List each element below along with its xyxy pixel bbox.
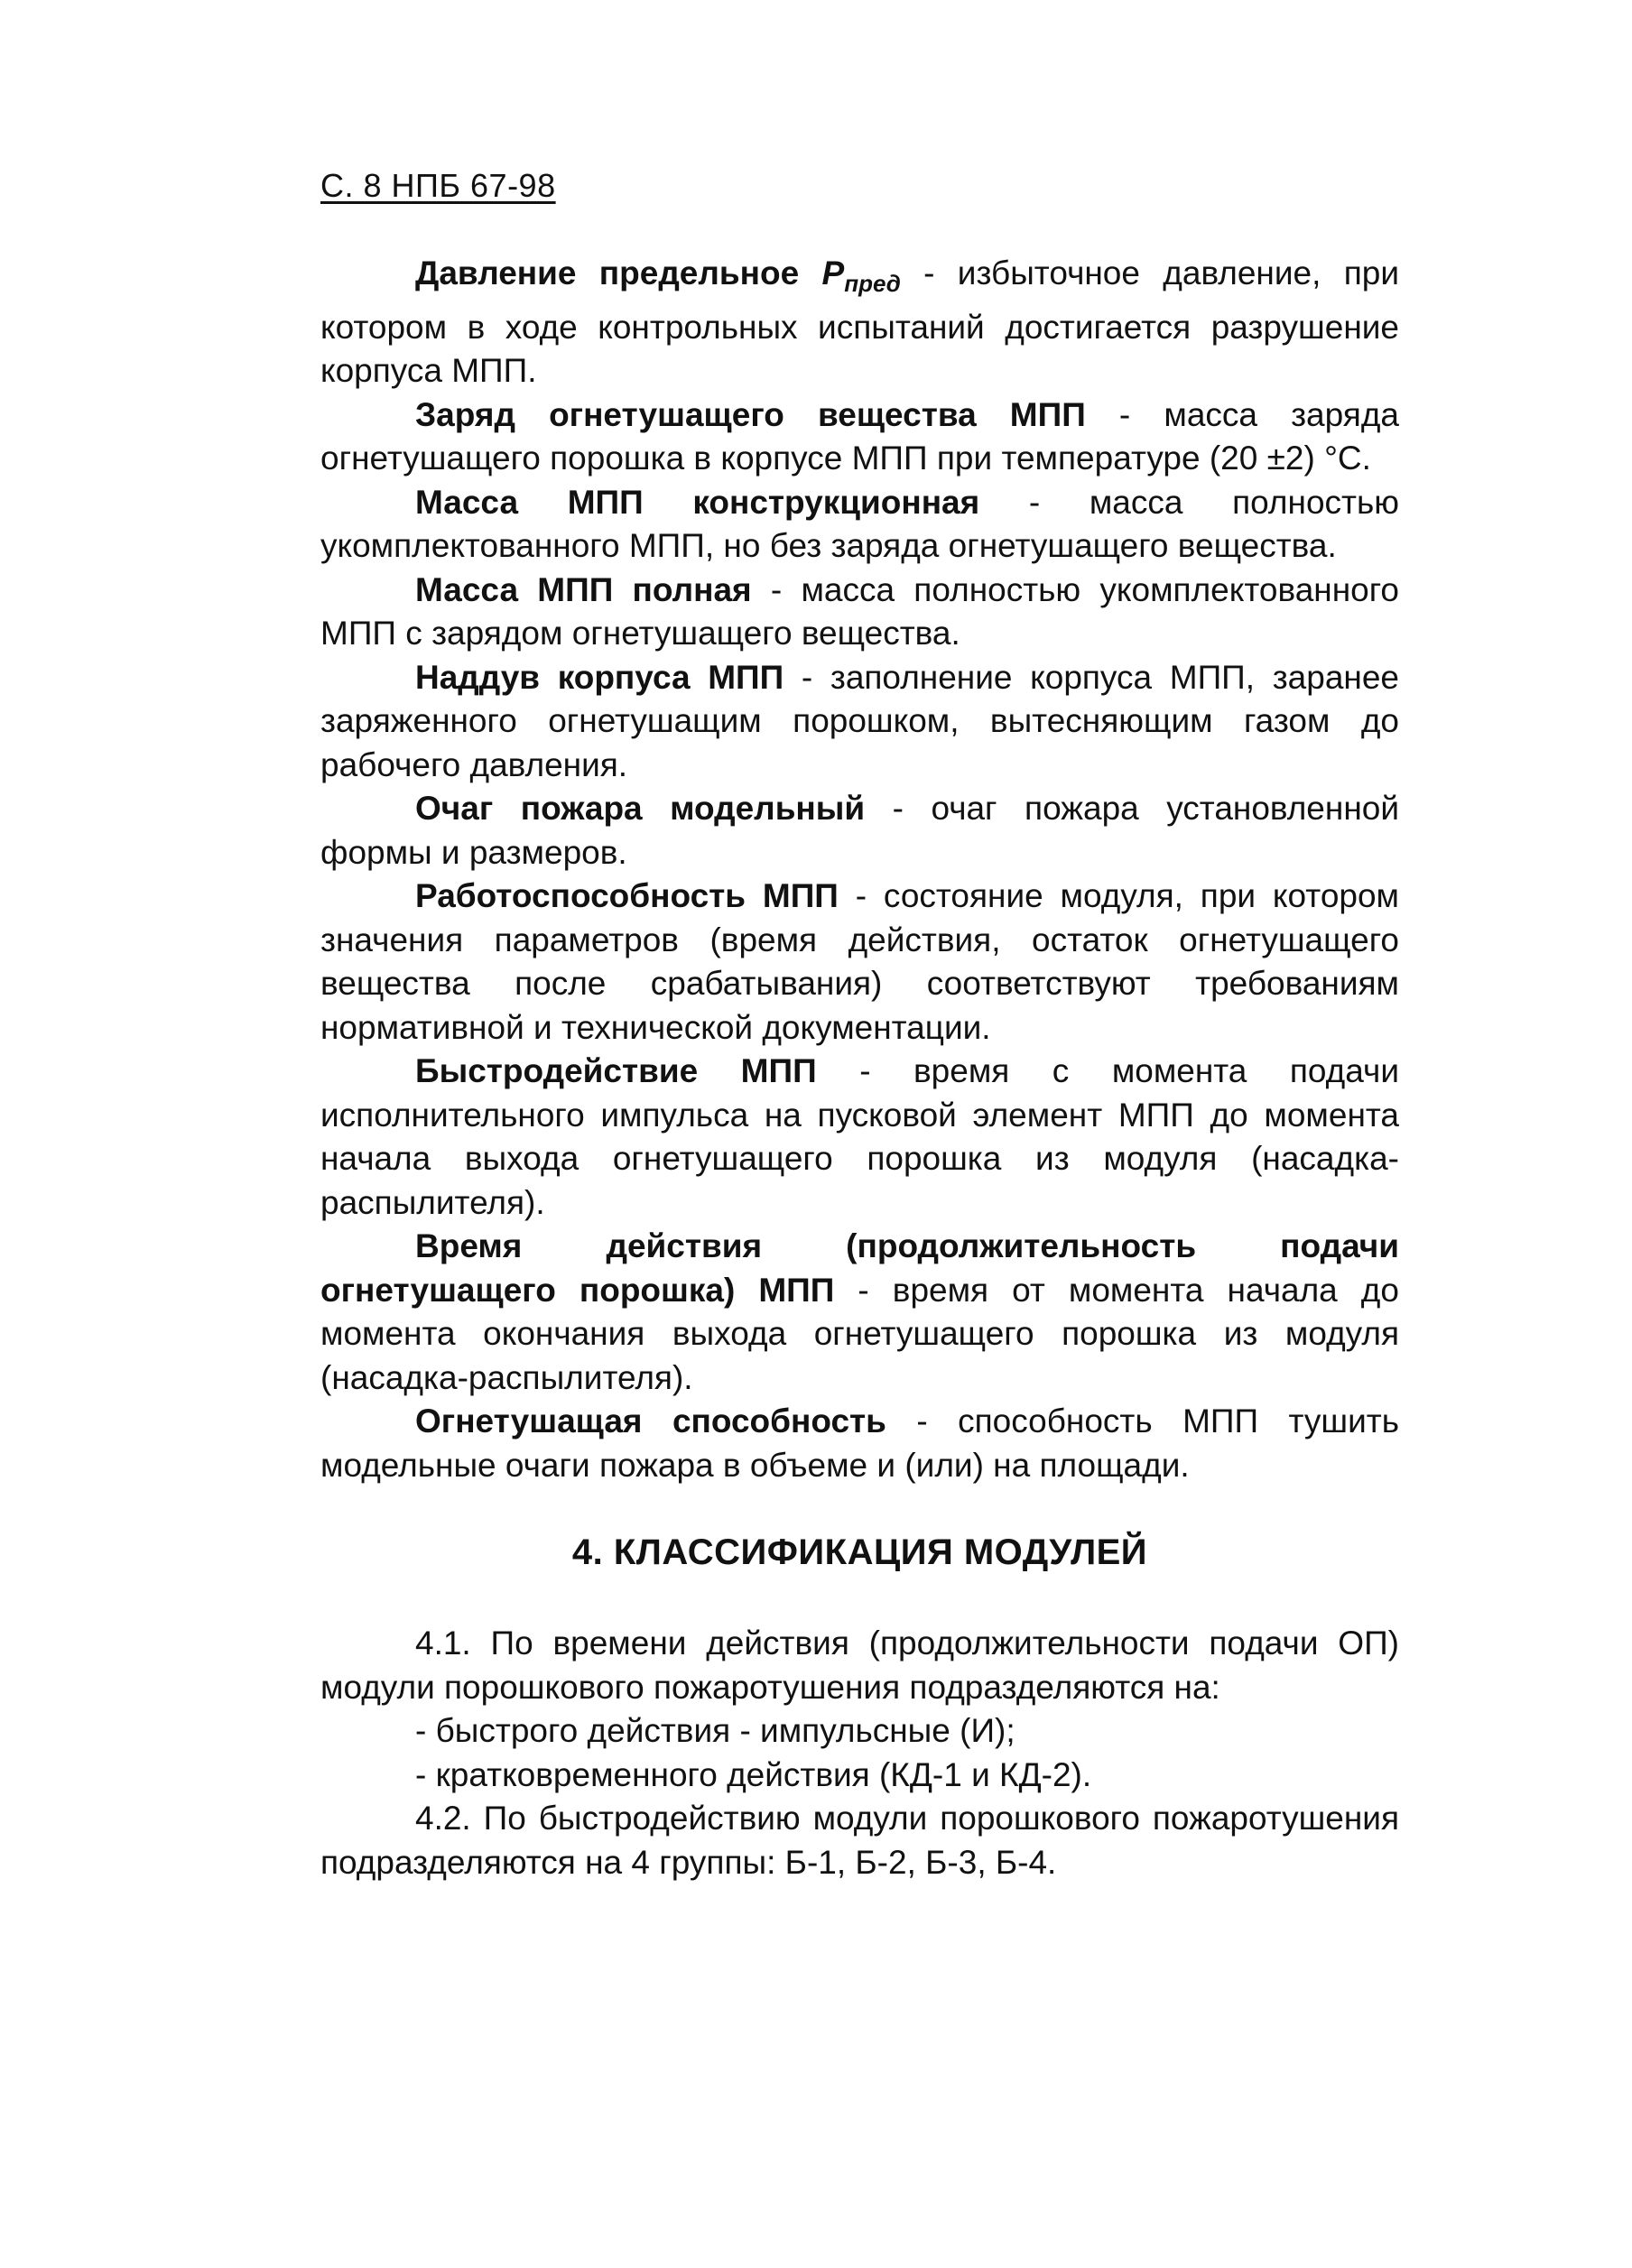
definition-text: - избыточное давление, при котором в ходе контрольных испытаний достигается разрушение корпуса МПП. bbox=[320, 255, 1400, 389]
definition-item bbox=[320, 875, 1399, 1050]
page-header: С. 8 НПБ 67-98 bbox=[320, 167, 556, 204]
pressure-symbol: P bbox=[821, 255, 845, 292]
list-item: - быстрого действия - импульсные (И); bbox=[415, 1712, 1015, 1749]
definition-term: Быстродействие МПП bbox=[415, 1052, 817, 1089]
definition-item bbox=[320, 1225, 1399, 1400]
definition-text: - масса заряда огнетушащего порошка в корпусе МПП при температуре (20 ±2) °С. bbox=[320, 395, 1399, 477]
definition-text: - способность МПП тушить модельные очаги пожара в объеме и (или) на площади. bbox=[320, 1402, 1399, 1484]
definition-term: Наддув корпуса МПП bbox=[415, 658, 784, 696]
clause-4-2: 4.2. По быстродействию модули порошкового пожаротушения подразделяются на 4 группы: Б-1, Б-2, Б-3, Б-4. bbox=[320, 1800, 1399, 1881]
clause-4-1: 4.1. По времени действия (продолжительности подачи ОП) модули порошкового пожаротушения подразделяются на: bbox=[320, 1625, 1399, 1706]
definition-item bbox=[320, 569, 1399, 656]
definition-term: Огнетушащая способность bbox=[415, 1402, 886, 1439]
definition-term: Очаг пожара модельный bbox=[415, 790, 866, 827]
section-title: 4. КЛАССИФИКАЦИЯ МОДУЛЕЙ bbox=[571, 1532, 1148, 1572]
definition-term: Время действия (продолжительность подачи огнетушащего порошка) МПП bbox=[320, 1227, 1399, 1309]
document-page bbox=[320, 167, 1399, 1884]
definition-item bbox=[320, 393, 1399, 481]
definition-text: - заполнение корпуса МПП, заранее заряженного огнетушащим порошком, вытесняющим газом до рабочего давления. bbox=[320, 658, 1399, 783]
definition-text: - очаг пожара установленной формы и размеров. bbox=[320, 790, 1400, 871]
definition-item bbox=[320, 481, 1399, 569]
definition-item bbox=[320, 252, 1399, 393]
definition-term: Масса МПП полная bbox=[415, 570, 752, 608]
definitions-list bbox=[320, 252, 1399, 1487]
definition-item bbox=[320, 1050, 1399, 1225]
list-item: - кратковременного действия (КД-1 и КД-2). bbox=[415, 1755, 1092, 1793]
definition-item bbox=[320, 1400, 1399, 1487]
definition-term: Заряд огнетушащего вещества МПП bbox=[415, 395, 1086, 433]
definition-text: - масса полностью укомплектованного МПП, но без заряда огнетушащего вещества. bbox=[320, 483, 1399, 564]
definition-text: - состояние модуля, при котором значения параметров (время действия, остаток огнетушащего вещества после срабатывания) соответствуют требованиям нормативной и технической документации. bbox=[320, 877, 1399, 1046]
definition-text: - время с момента подачи исполнительного импульса на пусковой элемент МПП до момента начала выхода огнетушащего порошка из модуля (насадка-распылителя). bbox=[320, 1052, 1399, 1221]
definition-item bbox=[320, 656, 1399, 788]
definition-text: - время от момента начала до момента окончания выхода огнетушащего порошка из модуля (насадка-распылителя). bbox=[320, 1271, 1399, 1396]
definition-term: Давление предельное bbox=[415, 255, 822, 292]
definition-item bbox=[320, 787, 1399, 875]
pressure-subscript: пред bbox=[844, 270, 901, 297]
definition-term: Работоспособность МПП bbox=[415, 877, 839, 914]
definition-text: - масса полностью укомплектованного МПП с зарядом огнетушащего вещества. bbox=[320, 570, 1399, 652]
definition-term: Масса МПП конструкционная bbox=[415, 483, 980, 521]
